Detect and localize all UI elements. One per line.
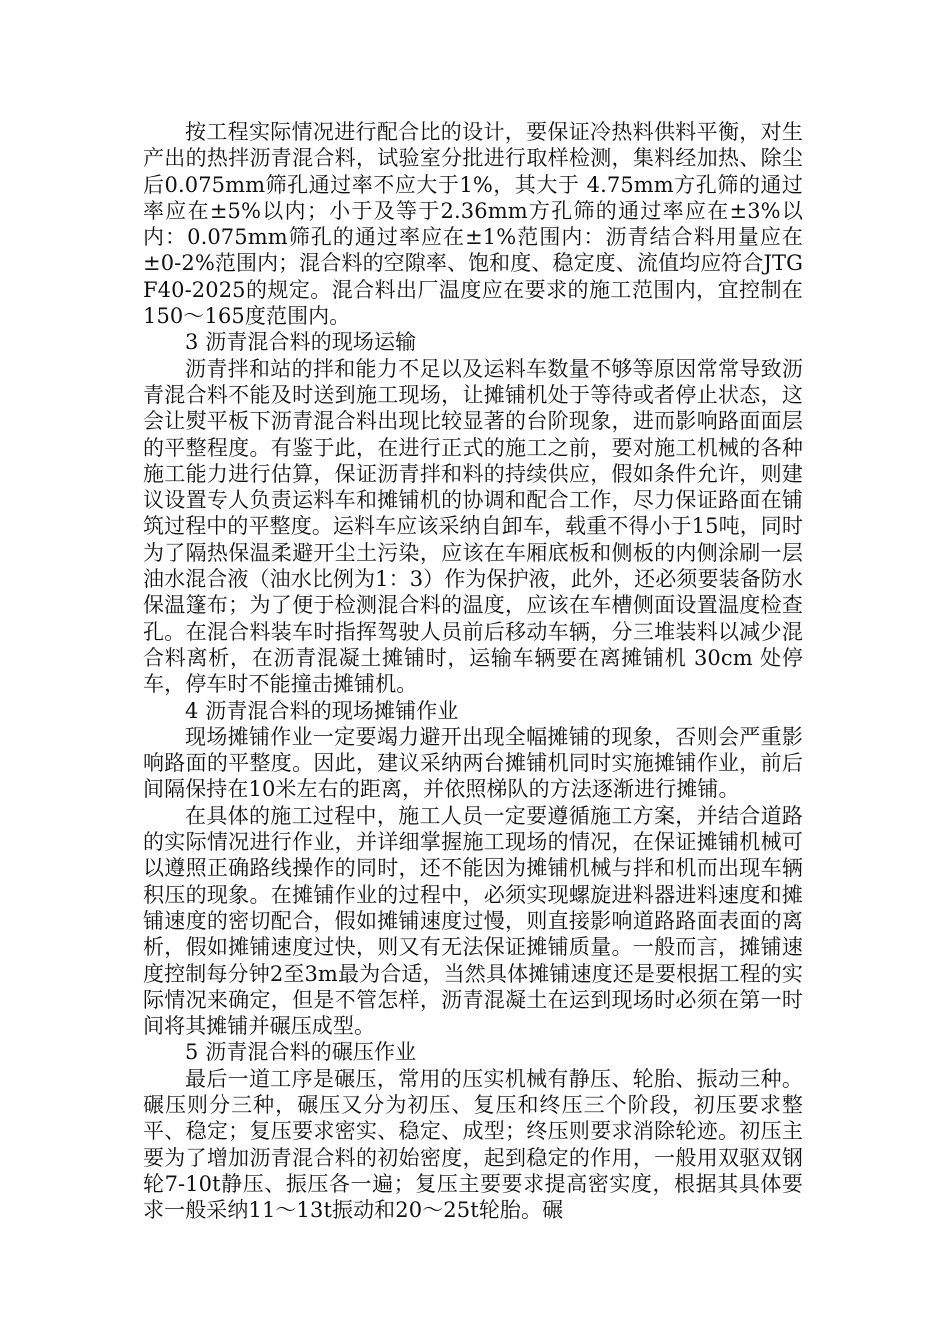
paragraph-paving-intro: 现场摊铺作业一定要竭力避开出现全幅摊铺的现象，否则会严重影响路面的平整度。因此，建议采纳两台摊铺机同时实施摊铺作业，前后间隔保持在10米左右的距离，并依照梯队的方法逐渐进行摊铺。 [143,724,803,802]
paragraph-transport: 沥青拌和站的拌和能力不足以及运料车数量不够等原因常常导致沥青混合料不能及时送到施工现场，让摊铺机处于等待或者停止状态，这会让熨平板下沥青混合料出现比较显著的台阶现象，进而影响路面面层的平整程度。有鉴于此，在进行正式的施工之前，要对施工机械的各种施工能力进行估算，保证沥青拌和料的持续供应，假如条件允许，则建议设置专人负责运料车和摊铺机的协调和配合工作，尽力保证路面在铺筑过程中的平整度。运料车应该采纳自卸车，载重不得小于15吨，同时为了隔热保温柔避开尘土污染，应该在车厢底板和侧板的内侧涂刷一层油水混合液（油水比例为1：3）作为保护液，此外，还必须要装备防水保温篷布；为了便于检测混合料的温度，应该在车槽侧面设置温度检查孔。在混合料装车时指挥驾驶人员前后移动车辆，分三堆装料以减少混合料离析，在沥青混凝土摊铺时，运输车辆要在离摊铺机 30cm 处停车，停车时不能撞击摊铺机。 [143,356,803,697]
paragraph-mix-design: 按工程实际情况进行配合比的设计，要保证冷热料供料平衡，对生产出的热拌沥青混合料，试验室分批进行取样检测，集料经加热、除尘后0.075mm筛孔通过率不应大于1%，其大于 4.75mm方孔筛的通过率应在±5%以内；小于及等于2.36mm方孔筛的通过率应在±3%以内：0.075mm筛孔的通过率应在±1%范围内：沥青结合料用量应在±0-2%范围内；混合料的空隙率、饱和度、稳定度、流值均应符合JTG F40-2025的规定。混合料出厂温度应在要求的施工范围内，宜控制在150～165度范围内。 [143,120,803,329]
section-heading-paving: 4 沥青混合料的现场摊铺作业 [185,698,459,723]
paragraph-compaction: 最后一道工序是碾压，常用的压实机械有静压、轮胎、振动三种。碾压则分三种，碾压又分为初压、复压和终压三个阶段，初压要求整平、稳定；复压要求密实、稳定、成型；终压则要求消除轮迹。初压主要为了增加沥青混合料的初始密度，起到稳定的作用，一般用双驱双钢轮7-10t静压、振压各一遍；复压主要要求提高密实度，根据其具体要求一般采纳11～13t振动和20～25t轮胎。碾 [143,1066,803,1223]
section-heading-transport: 3 沥青混合料的现场运输 [185,330,417,355]
section-heading-compaction: 5 沥青混合料的碾压作业 [185,1040,417,1065]
document-page [143,119,803,1223]
paragraph-paving-process: 在具体的施工过程中，施工人员一定要遵循施工方案，并结合道路的实际情况进行作业，并详细掌握施工现场的情况，在保证摊铺机械可以遵照正确路线操作的同时，还不能因为摊铺机械与拌和机而出现车辆积压的现象。在摊铺作业的过程中，必须实现螺旋进料器进料速度和摊铺速度的密切配合，假如摊铺速度过慢，则直接影响道路路面表面的离析，假如摊铺速度过快，则又有无法保证摊铺质量。一般而言，摊铺速度控制每分钟2至3m最为合适，当然具体摊铺速度还是要根据工程的实际情况来确定，但是不管怎样，沥青混凝土在运到现场时必须在第一时间将其摊铺并碾压成型。 [143,803,803,1039]
